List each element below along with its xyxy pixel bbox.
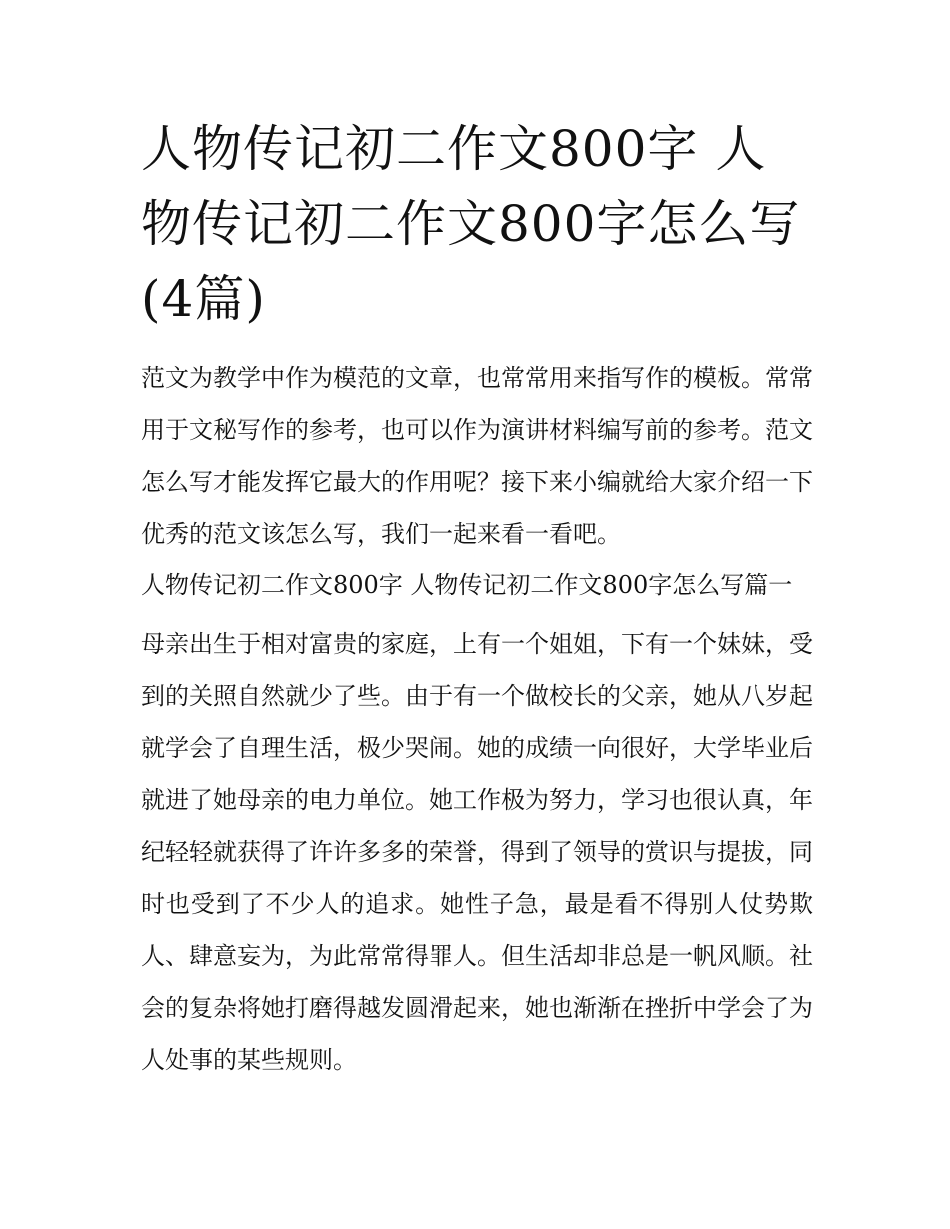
document-title: 人物传记初二作文800字 人物传记初二作文800字怎么写(4篇) xyxy=(141,120,801,328)
intro-paragraph: 范文为教学中作为模范的文章，也常常用来指写作的模板。常常用于文秘写作的参考，也可以作为演讲材料编写前的参考。范文怎么写才能发挥它最大的作用呢？接下来小编就给大家介绍一下优秀的范文该怎么写，我们一起来看一看吧。 xyxy=(141,364,813,548)
document-page xyxy=(141,112,813,1086)
section-heading: 人物传记初二作文800字 人物传记初二作文800字怎么写篇一 xyxy=(141,571,793,599)
section-body-paragraph: 母亲出生于相对富贵的家庭，上有一个姐姐，下有一个妹妹，受到的关照自然就少了些。由于有一个做校长的父亲，她从八岁起就学会了自理生活，极少哭闹。她的成绩一向很好，大学毕业后就进了她母亲的电力单位。她工作极为努力，学习也很认真，年纪轻轻就获得了许许多多的荣誉，得到了领导的赏识与提拔，同时也受到了不少人的追求。她性子急，最是看不得别人仗势欺人、肆意妄为，为此常常得罪人。但生活却非总是一帆风顺。社会的复杂将她打磨得越发圆滑起来，她也渐渐在挫折中学会了为人处事的某些规则。 xyxy=(141,630,813,1074)
